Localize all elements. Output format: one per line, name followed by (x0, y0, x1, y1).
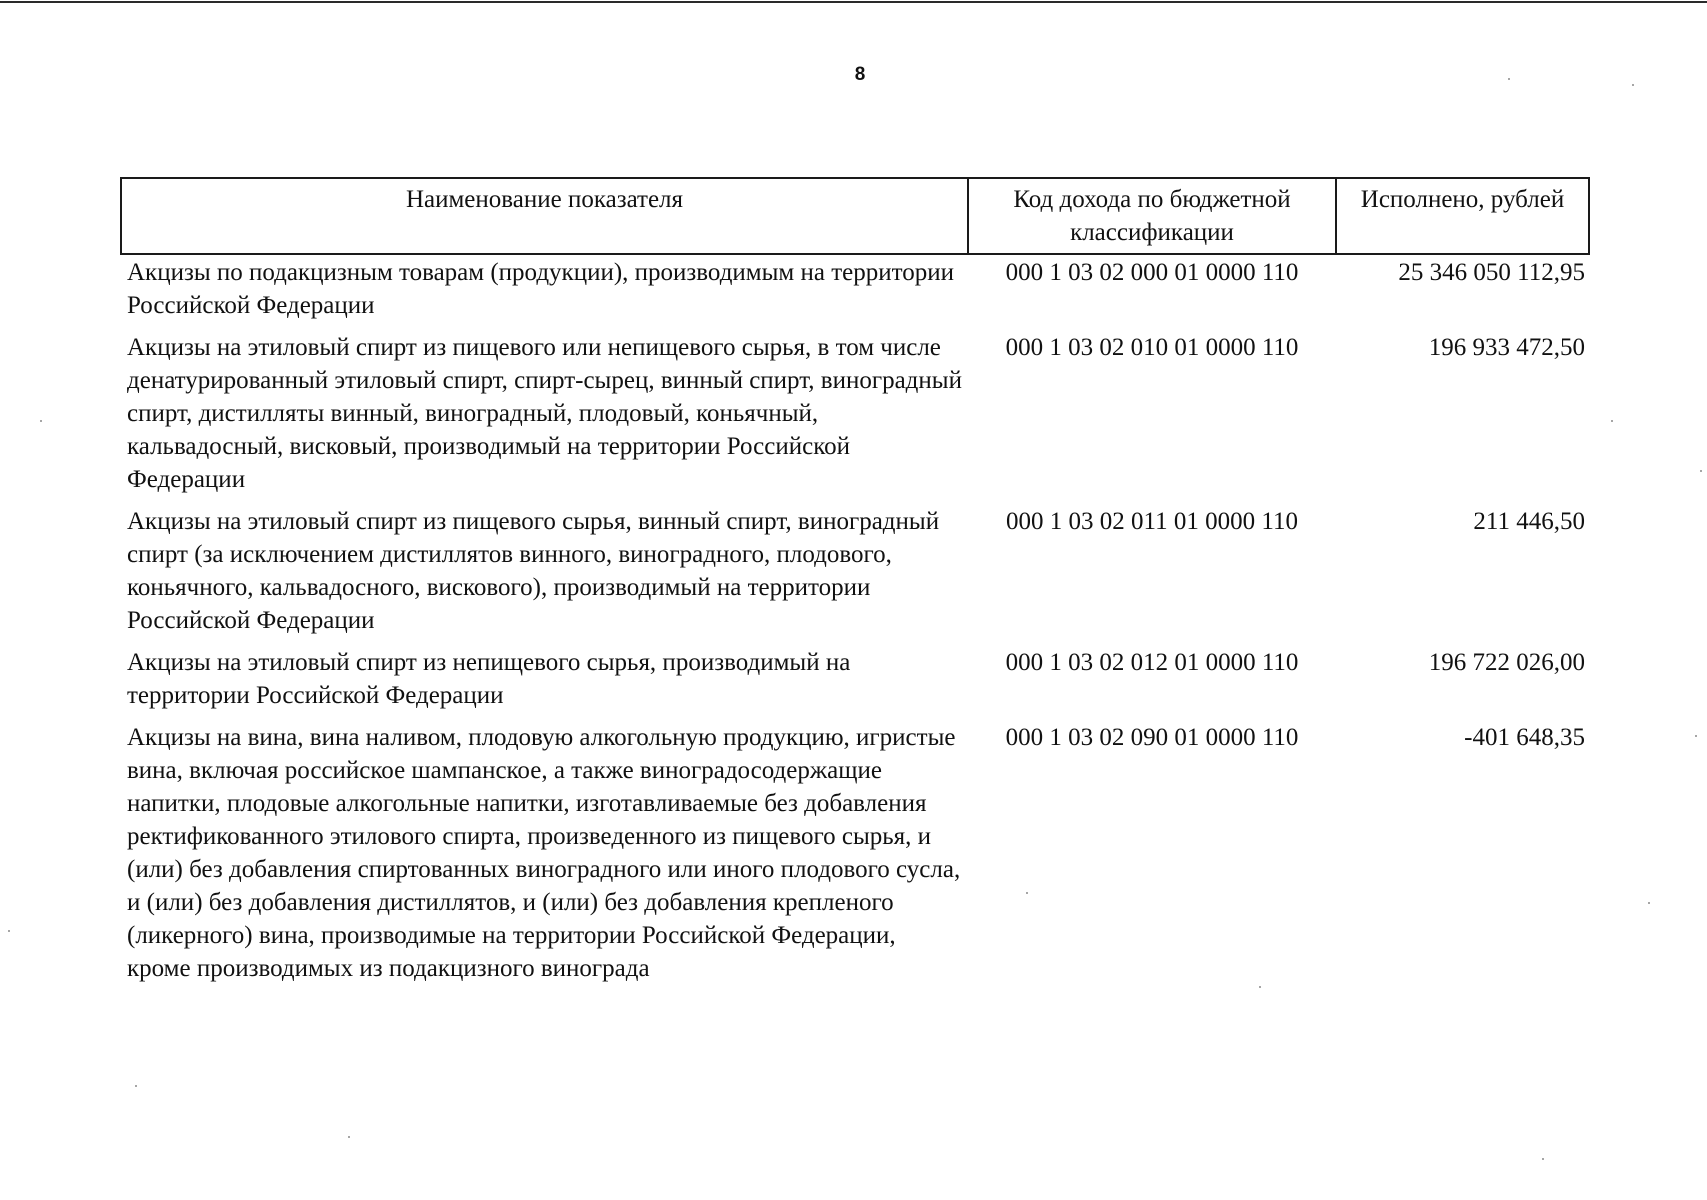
header-revenue-code: Код дохода по бюджетной классификации (968, 178, 1336, 254)
indicator-name: Акцизы на этиловый спирт из пищевого сырья, винный спирт, виноградный спирт (за исключением дистиллятов винного, виноградного, плодового, коньячного, кальвадосного, вискового), производимый на территории Российской Федерации (127, 508, 940, 634)
scan-speck (1632, 84, 1634, 86)
page-number: 8 (854, 64, 866, 85)
indicator-name: Акцизы на этиловый спирт из непищевого сырья, производимый на территории Российской Федерации (127, 649, 851, 709)
revenue-code: 000 1 03 02 090 01 0000 110 (1005, 724, 1299, 751)
scan-speck (1695, 735, 1697, 737)
scan-speck (1648, 902, 1650, 904)
table-row (121, 254, 1589, 330)
scan-speck (348, 1136, 350, 1138)
scan-speck (1259, 986, 1261, 988)
table-row (121, 645, 1589, 720)
table-row (121, 330, 1589, 504)
scan-speck (1700, 470, 1702, 472)
scan-speck (135, 1085, 137, 1087)
top-border-line (0, 1, 1707, 3)
table-row (121, 720, 1589, 993)
header-row (121, 178, 1589, 254)
header-indicator-name: Наименование показателя (121, 178, 968, 254)
indicator-name: Акцизы по подакцизным товарам (продукции), производимым на территории Российской Федерации (127, 259, 954, 319)
table-body (121, 254, 1589, 993)
executed-amount: 196 933 472,50 (1428, 334, 1585, 361)
table-row (121, 504, 1589, 645)
revenue-table (120, 177, 1590, 993)
revenue-code: 000 1 03 02 010 01 0000 110 (1005, 334, 1299, 361)
indicator-name: Акцизы на вина, вина наливом, плодовую алкогольную продукцию, игристые вина, включая российское шампанское, а также виноградосодержащие напитки, плодовые алкогольные напитки, изготавливаемые без добавления ректификованного этилового спирта, произведенного из пищевого сырья, и (или) без добавления спиртованных виноградного или иного плодового сусла, и (или) без добавления дистиллятов, и (или) без добавления крепленого (ликерного) вина, производимые на территории Российской Федерации, кроме производимых из подакцизного винограда (127, 724, 961, 982)
scan-speck (1611, 420, 1613, 422)
revenue-code: 000 1 03 02 000 01 0000 110 (1005, 259, 1299, 286)
executed-amount: 196 722 026,00 (1428, 649, 1585, 676)
revenue-code: 000 1 03 02 011 01 0000 110 (1006, 508, 1298, 535)
executed-amount: 211 446,50 (1473, 508, 1585, 535)
revenue-code: 000 1 03 02 012 01 0000 110 (1005, 649, 1299, 676)
scan-speck (1542, 1158, 1544, 1160)
scan-speck (8, 930, 10, 932)
header-executed-amount: Исполнено, рублей (1336, 178, 1589, 254)
indicator-name: Акцизы на этиловый спирт из пищевого или непищевого сырья, в том числе денатурированный этиловый спирт, спирт-сырец, винный спирт, виноградный спирт, дистилляты винный, виноградный, плодовый, коньячный, кальвадосный, висковый, производимый на территории Российской Федерации (127, 334, 962, 493)
scan-speck (1508, 78, 1510, 80)
executed-amount: 25 346 050 112,95 (1398, 259, 1585, 286)
table-header (121, 178, 1589, 254)
executed-amount: -401 648,35 (1464, 724, 1585, 751)
scan-speck (1026, 892, 1028, 894)
scan-speck (40, 420, 42, 422)
